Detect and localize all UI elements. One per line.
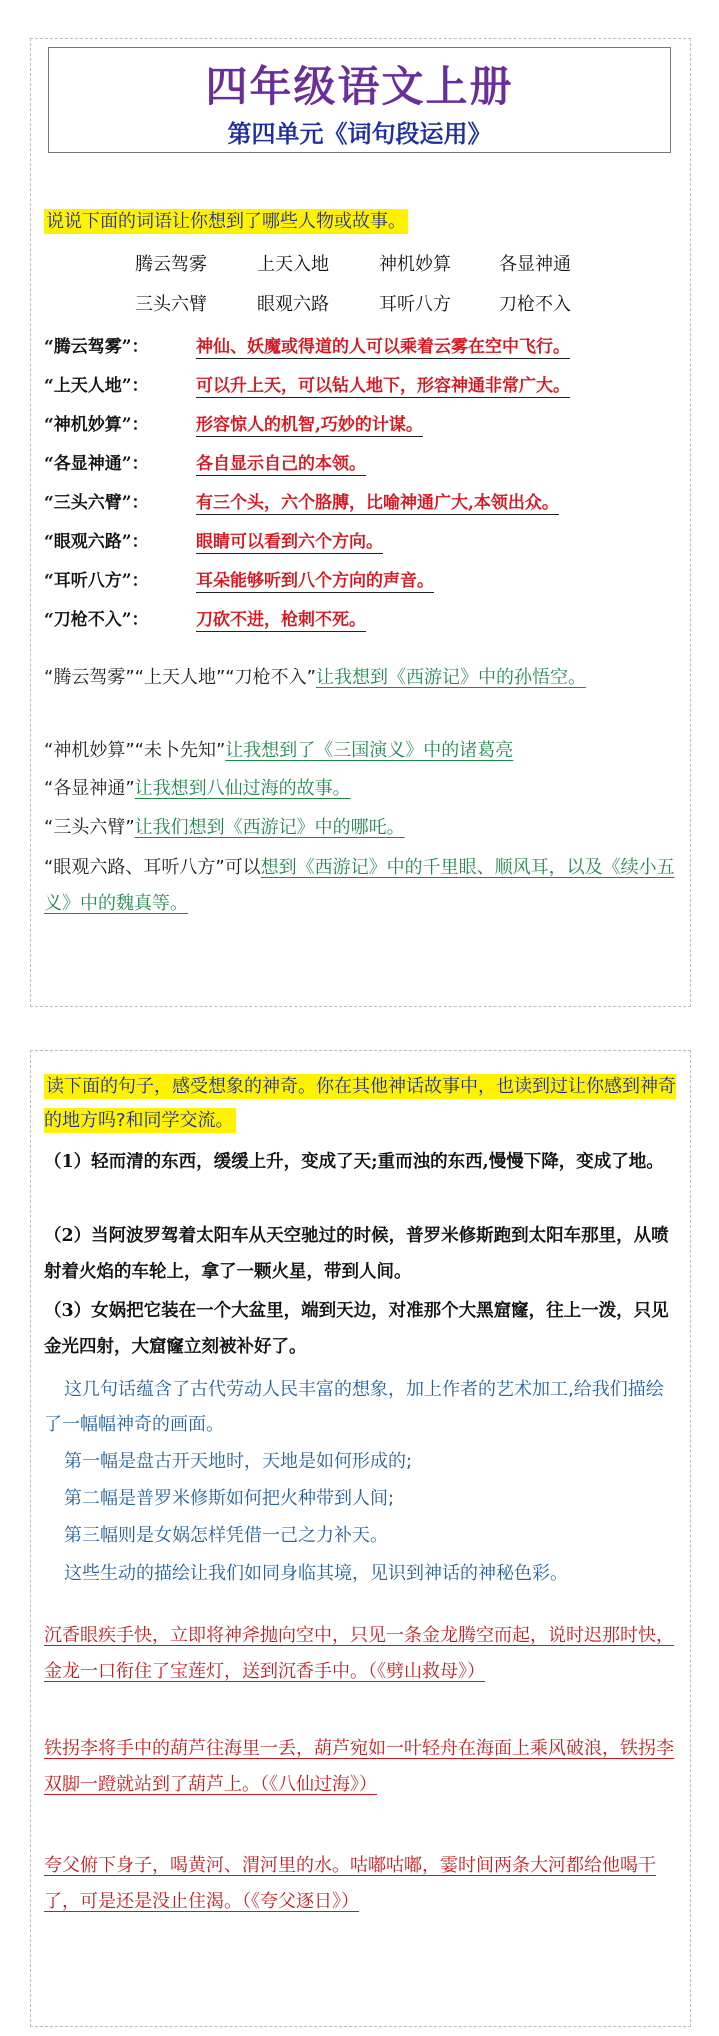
association-answer: 让我们想到《西游记》中的哪吒。 <box>134 817 405 838</box>
word-item: 腾云驾雾 <box>135 254 207 275</box>
association-paragraph <box>44 850 676 922</box>
word-item: 各显神通 <box>499 254 571 275</box>
analysis-line: 第三幅则是女娲怎样凭借一己之力补天。 <box>64 1525 388 1546</box>
word-item: 刀枪不入 <box>499 294 571 315</box>
example-sentence: （3）女娲把它装在一个大盆里，端到天边，对准那个大黑窟窿，往上一泼，只见金光四射，大窟窿立刻被补好了。 <box>44 1301 669 1357</box>
meaning-term: “耳听八方”： <box>44 571 149 591</box>
meaning-definition: 可以升上天，可以钻人地下，形容神通非常广大。 <box>196 371 570 398</box>
myth-example: 沉香眼疾手快，立即将神斧抛向空中，只见一条金龙腾空而起，说时迟那时快，金龙一口衔住了宝莲灯，送到沉香手中。（《劈山救母》） <box>44 1625 674 1682</box>
word-item: 三头六臂 <box>135 294 207 315</box>
word-item: 上天入地 <box>257 254 329 275</box>
meaning-definition: 形容惊人的机智,巧妙的计谋。 <box>196 410 423 437</box>
page-title: 四年级语文上册 <box>205 62 514 111</box>
association-paragraph <box>44 771 676 807</box>
analysis-paragraph: 这几句话蕴含了古代劳动人民丰富的想象，加上作者的艺术加工,给我们描绘了一幅幅神奇的画面。 <box>44 1379 664 1435</box>
section1-prompt: 说说下面的词语让你想到了哪些人物或故事。 <box>46 211 406 232</box>
meaning-definition: 神仙、妖魔或得道的人可以乘着云雾在空中飞行。 <box>196 332 570 359</box>
association-answer: 让我想到《西游记》中的孙悟空。 <box>315 667 586 688</box>
meaning-definition: 耳朵能够听到八个方向的声音。 <box>196 566 434 593</box>
association-lead: “腾云驾雾”“上天人地”“刀枪不入” <box>44 667 316 688</box>
association-lead: “眼观六路、耳听八方”可以 <box>44 857 261 878</box>
word-item: 神机妙算 <box>379 254 451 275</box>
myth-example: 夸父俯下身子，喝黄河、渭河里的水。咕嘟咕嘟，霎时间两条大河都给他喝干了，可是还是没止住渴。（《夸父逐日》） <box>44 1855 656 1912</box>
myth-example: 铁拐李将手中的葫芦往海里一丢，葫芦宛如一叶轻舟在海面上乘风破浪，铁拐李双脚一蹬就站到了葫芦上。（《八仙过海》） <box>44 1738 674 1795</box>
section2-prompt: 读下面的句子，感受想象的神奇。你在其他神话故事中，也读到过让你感到神奇的地方吗?和同学交流。 <box>44 1076 676 1131</box>
association-answer: 想到《西游记》中的千里眼、顺风耳，以及《续小五义》中的魏真等。 <box>44 857 675 914</box>
meaning-term: “上天人地”： <box>44 376 149 396</box>
analysis-line: 这些生动的描绘让我们如同身临其境，见识到神话的神秘色彩。 <box>64 1563 568 1584</box>
association-paragraph <box>44 733 676 769</box>
association-paragraph <box>44 660 676 696</box>
analysis-line: 第一幅是盘古开天地时，天地是如何形成的; <box>64 1451 413 1472</box>
meaning-definition: 有三个头，六个胳膊，比喻神通广大,本领出众。 <box>196 488 559 515</box>
association-paragraph <box>44 810 676 846</box>
word-item: 眼观六路 <box>257 294 329 315</box>
meaning-definition: 各自显示自己的本领。 <box>196 449 366 476</box>
association-answer: 让我想到八仙过海的故事。 <box>134 778 351 799</box>
association-lead: “三头六臂” <box>44 817 135 838</box>
meaning-definition: 刀砍不进，枪刺不死。 <box>196 605 366 632</box>
meaning-term: “三头六臂”： <box>44 493 149 513</box>
example-sentence: （2）当阿波罗驾着太阳车从天空驰过的时候，普罗米修斯跑到太阳车那里，从喷射着火焰的车轮上，拿了一颗火星，带到人间。 <box>44 1226 669 1282</box>
association-answer: 让我想到了《三国演义》中的诸葛亮 <box>225 740 514 761</box>
meaning-term: “刀枪不入”： <box>44 610 149 630</box>
word-item: 耳听八方 <box>379 294 451 315</box>
association-lead: “神机妙算”“未卜先知” <box>44 740 226 761</box>
analysis-line: 第二幅是普罗米修斯如何把火种带到人间; <box>64 1488 395 1509</box>
meaning-term: “眼观六路”： <box>44 532 149 552</box>
meaning-term: “腾云驾雾”： <box>44 337 149 357</box>
meaning-term: “各显神通”： <box>44 454 149 474</box>
association-lead: “各显神通” <box>44 778 135 799</box>
title-box <box>48 47 671 153</box>
example-sentence: （1）轻而清的东西，缓缓上升，变成了天;重而浊的东西,慢慢下降，变成了地。 <box>44 1152 664 1172</box>
page-subtitle: 第四单元《词句段运用》 <box>227 119 492 148</box>
meaning-definition: 眼睛可以看到六个方向。 <box>196 527 383 554</box>
meaning-term: “神机妙算”： <box>44 415 149 435</box>
